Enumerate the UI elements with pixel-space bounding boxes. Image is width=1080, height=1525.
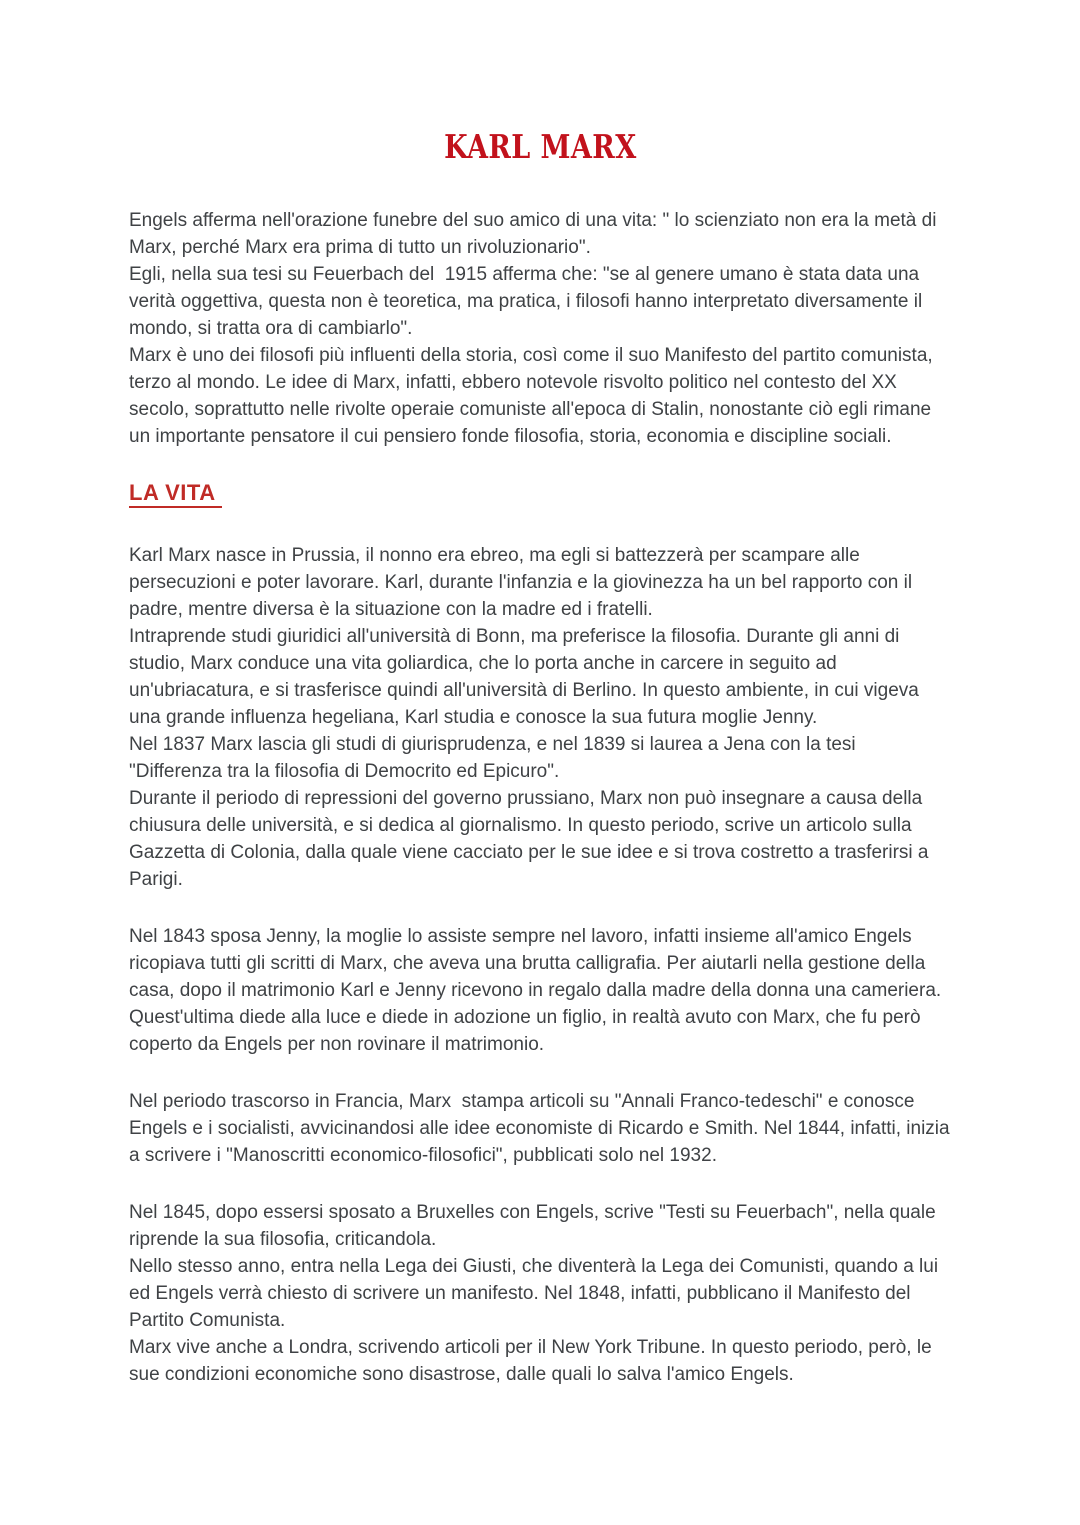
paragraph-group [129, 1088, 955, 1169]
paragraph-group [129, 542, 951, 893]
paragraph: Nel 1837 Marx lascia gli studi di giurisprudenza, e nel 1839 si laurea a Jena con la tesi "Differenza tra la filosofia di Democrito ed Epicuro". [129, 734, 861, 782]
paragraph: Nello stesso anno, entra nella Lega dei Giusti, che diventerà la Lega dei Comunisti, quando a lui ed Engels verrà chiesto di scrivere un manifesto. Nel 1848, infatti, pubblicano il Manifesto del Partito Comunista. [129, 1256, 944, 1331]
section-heading-row [129, 480, 951, 509]
paragraph-group [129, 1199, 951, 1388]
section-heading: LA VITA [129, 480, 222, 508]
paragraph: Durante il periodo di repressioni del governo prussiano, Marx non può insegnare a causa della chiusura delle università, e si dedica al giornalismo. In questo periodo, scrive un articolo sulla Gazzetta di Colonia, dalla quale viene cacciato per le sue idee e si trova costretto a trasferirsi a Parigi. [129, 788, 934, 890]
document-blocks [129, 207, 955, 1388]
paragraph: Nel periodo trascorso in Francia, Marx stampa articoli su "Annali Franco-tedeschi" e conosce Engels e i socialisti, avvicinandosi alle idee economiste di Ricardo e Smith. Nel 1844, infatti, inizia a scrivere i "Manoscritti economico-filosofici", pubblicati solo nel 1932. [129, 1091, 955, 1166]
paragraph: Marx è uno dei filosofi più influenti della storia, così come il suo Manifesto del partito comunista, terzo al mondo. Le idee di Marx, infatti, ebbero notevole risvolto politico nel contesto del XX secolo, soprattutto nelle rivolte operaie comuniste all'epoca di Stalin, nonostante ciò egli rimane un importante pensatore il cui pensiero fonde filosofia, storia, economia e discipline sociali. [129, 345, 938, 447]
paragraph: Nel 1845, dopo essersi sposato a Bruxelles con Engels, scrive "Testi su Feuerbach", nella quale riprende la sua filosofia, criticandola. [129, 1202, 941, 1250]
paragraph: Nel 1843 sposa Jenny, la moglie lo assiste sempre nel lavoro, infatti insieme all'amico Engels ricopiava tutti gli scritti di Marx, che aveva una brutta calligrafia. Per aiutarli nella gestione della casa, dopo il matrimonio Karl e Jenny ricevono in regalo dalla madre della donna una cameriera. Quest'ultima diede alla luce e diede in adozione un figlio, in realtà avuto con Marx, che fu però coperto da Engels per non rovinare il matrimonio. [129, 926, 947, 1055]
paragraph: Marx vive anche a Londra, scrivendo articoli per il New York Tribune. In questo periodo, però, le sue condizioni economiche sono disastrose, dalle quali lo salva l'amico Engels. [129, 1337, 937, 1385]
title-row [129, 127, 951, 171]
paragraph: Intraprende studi giuridici all'università di Bonn, ma preferisce la filosofia. Durante gli anni di studio, Marx conduce una vita goliardica, che lo porta anche in carcere in seguito ad un'ubriacatura, e si trasferisce quindi all'università di Berlino. In questo ambiente, in cui vigeva una grande influenza hegeliana, Karl studia e conosce la sua futura moglie Jenny. [129, 626, 925, 728]
paragraph-group [129, 207, 951, 450]
document-content [129, 127, 955, 1388]
paragraph: Egli, nella sua tesi su Feuerbach del 1915 afferma che: "se al genere umano è stata data una verità oggettiva, questa non è teoretica, ma pratica, i filosofi hanno interpretato diversamente il mondo, si tratta ora di cambiarlo". [129, 264, 928, 339]
document-title: KARL MARX [443, 127, 637, 166]
paragraph: Engels afferma nell'orazione funebre del suo amico di una vita: " lo scienziato non era la metà di Marx, perché Marx era prima di tutto un rivoluzionario". [129, 210, 942, 258]
paragraph: Karl Marx nasce in Prussia, il nonno era ebreo, ma egli si battezzerà per scampare alle persecuzioni e poter lavorare. Karl, durante l'infanzia e la giovinezza ha un bel rapporto con il padre, mentre diversa è la situazione con la madre ed i fratelli. [129, 545, 918, 620]
paragraph-group [129, 923, 951, 1058]
